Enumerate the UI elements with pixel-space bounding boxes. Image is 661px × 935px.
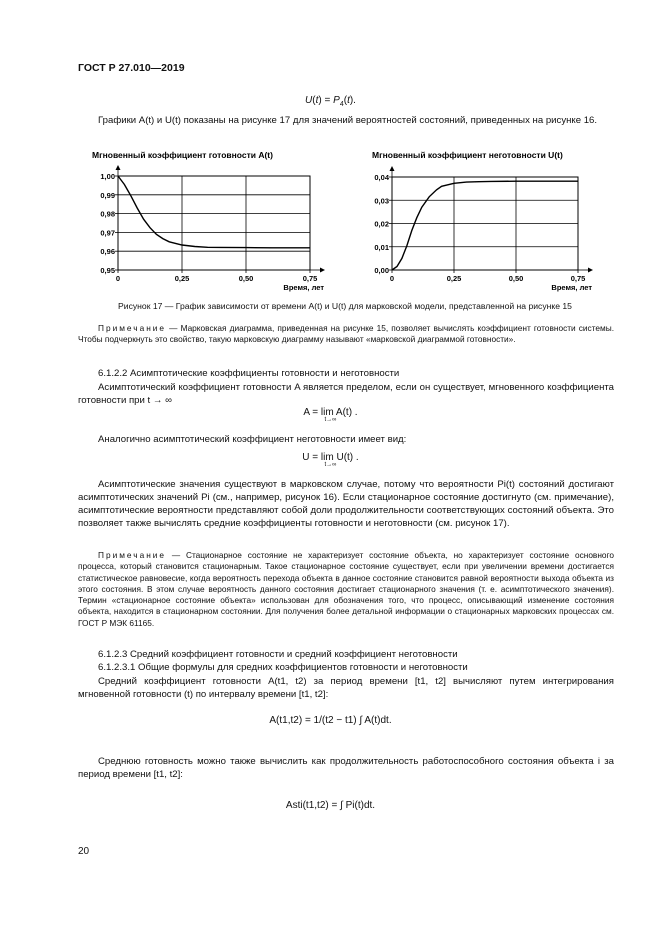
cA-xtick-label: 0,50 — [238, 274, 254, 283]
cA-ytick-label: 1,00 — [100, 172, 115, 181]
cU-ytick-label: 0,03 — [374, 196, 389, 206]
section-6-1-2-2-p1: Асимптотический коэффициент готовности A является пределом, если он существует, мгновенного коэффициента готовности при t → ∞ — [78, 382, 614, 406]
section-6-1-2-3-title: 6.1.2.3 Средний коэффициент готовности и средний коэффициент неготовности — [98, 649, 458, 660]
chart-a-title: Мгновенный коэффициент готовности A(t) — [92, 150, 273, 160]
section-6-1-2-2-title: 6.1.2.2 Асимптотические коэффициенты готовности и неготовности — [98, 368, 400, 379]
availability-chart — [78, 145, 328, 295]
formula-ast: Asti(t1,t2) = ∫ Pi(t)dt. — [285, 800, 376, 811]
note-1-label: Примечание — [98, 323, 167, 333]
figure-caption: Рисунок 17 — График зависимости от времени A(t) и U(t) для марковской модели, представленной на рисунке 15 — [118, 301, 572, 311]
section-6-1-2-3-1-p2: Среднюю готовность можно также вычислить как продолжительность работоспособного состояния объекта i за период времени [t1, t2]: — [78, 756, 614, 780]
cU-xtick-label: 0,75 — [570, 274, 586, 283]
cA-xtick-label: 0 — [115, 274, 121, 283]
note-2-label: Примечание — [98, 550, 167, 560]
cA-ytick-label: 0,97 — [100, 228, 115, 238]
formula-a-limit — [0, 407, 661, 423]
chart-a-axes — [115, 165, 325, 273]
cU-y-arrow-icon — [390, 166, 395, 171]
chart-a-series-line — [118, 176, 310, 248]
cU-xtick-label: 0,25 — [446, 274, 462, 283]
chart-a-xlabel: Время, лет — [283, 283, 324, 292]
unavailability-chart — [362, 145, 612, 295]
note-1 — [78, 323, 614, 346]
chart-u-xlabel: Время, лет — [551, 283, 592, 292]
formula-u-sub: t→∞ — [324, 462, 337, 468]
formula-u-text: U = lim U(t) . — [302, 452, 359, 463]
cU-ytick-label: 0,01 — [374, 242, 389, 252]
formula-a-text: A = lim A(t) . — [303, 407, 358, 418]
note-1-text: — Марковская диаграмма, приведенная на рисунке 15, позволяет вычислять коэффициент готовности системы. Чтобы подчеркнуть это свойство, такую марковскую диаграмму называют «марковской диаграммой готовности». — [78, 323, 614, 345]
page-number: 20 — [78, 846, 90, 857]
cA-x-arrow-icon — [320, 268, 325, 273]
cU-ytick-label: 0,04 — [374, 173, 389, 182]
cU-ytick-label: 0,02 — [374, 219, 389, 229]
chart-u-series-line — [392, 181, 578, 270]
section-6-1-2-2-p3: Асимптотические значения существуют в марковском случае, потому что вероятности Pi(t) состояний достигают асимптотических значений Pi (см., например, рисунок 16). Если стационарное состояние достигнуто (см. примечание), асимптотические вероятности представляют собой доли продолжительности соответствующих состояний объекта. Это позволяет также вычислять средние коэффициенты готовности и неготовности (см. рисунок 17). — [78, 479, 614, 529]
note-2 — [78, 550, 614, 629]
chart-a-tick-labels — [100, 172, 317, 283]
cA-y-arrow-icon — [116, 165, 121, 170]
cA-ytick-label: 0,99 — [100, 190, 115, 200]
note-2-text: — Стационарное состояние не характеризует состояние объекта, но характеризует состояние основного процесса, который становится стационарным. Такое стационарное состояние существует, если при увеличении времени достигается статистическое равновесие, когда вероятность перехода объекта в данное состояние становится равной вероятности выхода объекта из этого состояния. В этом случае вероятность данного состояния достигает стационарного значения (т. е. асимптотического значения). Термин «стационарное состояние объекта» использован для обозначения того, что процесс, описывающий изменение состояния объекта, находится в стационарном состоянии. Для получения более детальной информации о стационарных марковских процессах см. ГОСТ Р МЭК 61165. — [78, 550, 614, 628]
cU-xtick-label: 0 — [389, 274, 395, 283]
formula-a-sub: t→∞ — [324, 417, 337, 423]
cA-ytick-label: 0,96 — [100, 247, 115, 257]
cA-xtick-label: 0,25 — [174, 274, 190, 283]
cU-xtick-label: 0,50 — [508, 274, 524, 283]
section-6-1-2-2-p2: Аналогично асимптотический коэффициент неготовности имеет вид: — [98, 434, 407, 445]
formula-u-limit — [0, 452, 661, 468]
intro-paragraph: Графики A(t) и U(t) показаны на рисунке 17 для значений вероятностей состояний, приведенных на рисунке 16. — [98, 115, 598, 126]
chart-u-title: Мгновенный коэффициент неготовности U(t) — [372, 150, 563, 160]
document-code: ГОСТ Р 27.010—2019 — [78, 62, 185, 74]
cA-ytick-label: 0,95 — [100, 266, 115, 275]
cA-ytick-label: 0,98 — [100, 209, 115, 219]
section-6-1-2-3-1-title: 6.1.2.3.1 Общие формулы для средних коэффициентов готовности и неготовности — [98, 662, 468, 673]
section-6-1-2-3-1-p1: Средний коэффициент готовности A(t1, t2) за период времени [t1, t2] вычисляют путем интегрирования мгновенной готовности (t) по интервалу времени [t1, t2]: — [78, 676, 614, 700]
formula-u-p4: $U(t) = P_4(t)$. — [305, 95, 356, 108]
chart-u-grid — [392, 177, 578, 270]
chart-u-tick-labels — [374, 173, 585, 283]
formula-mean-availability: A(t1,t2) = 1/(t2 − t1) ∫ A(t)dt. — [269, 715, 392, 726]
cU-ytick-label: 0,00 — [374, 266, 389, 275]
cU-x-arrow-icon — [588, 268, 593, 273]
cA-xtick-label: 0,75 — [302, 274, 318, 283]
